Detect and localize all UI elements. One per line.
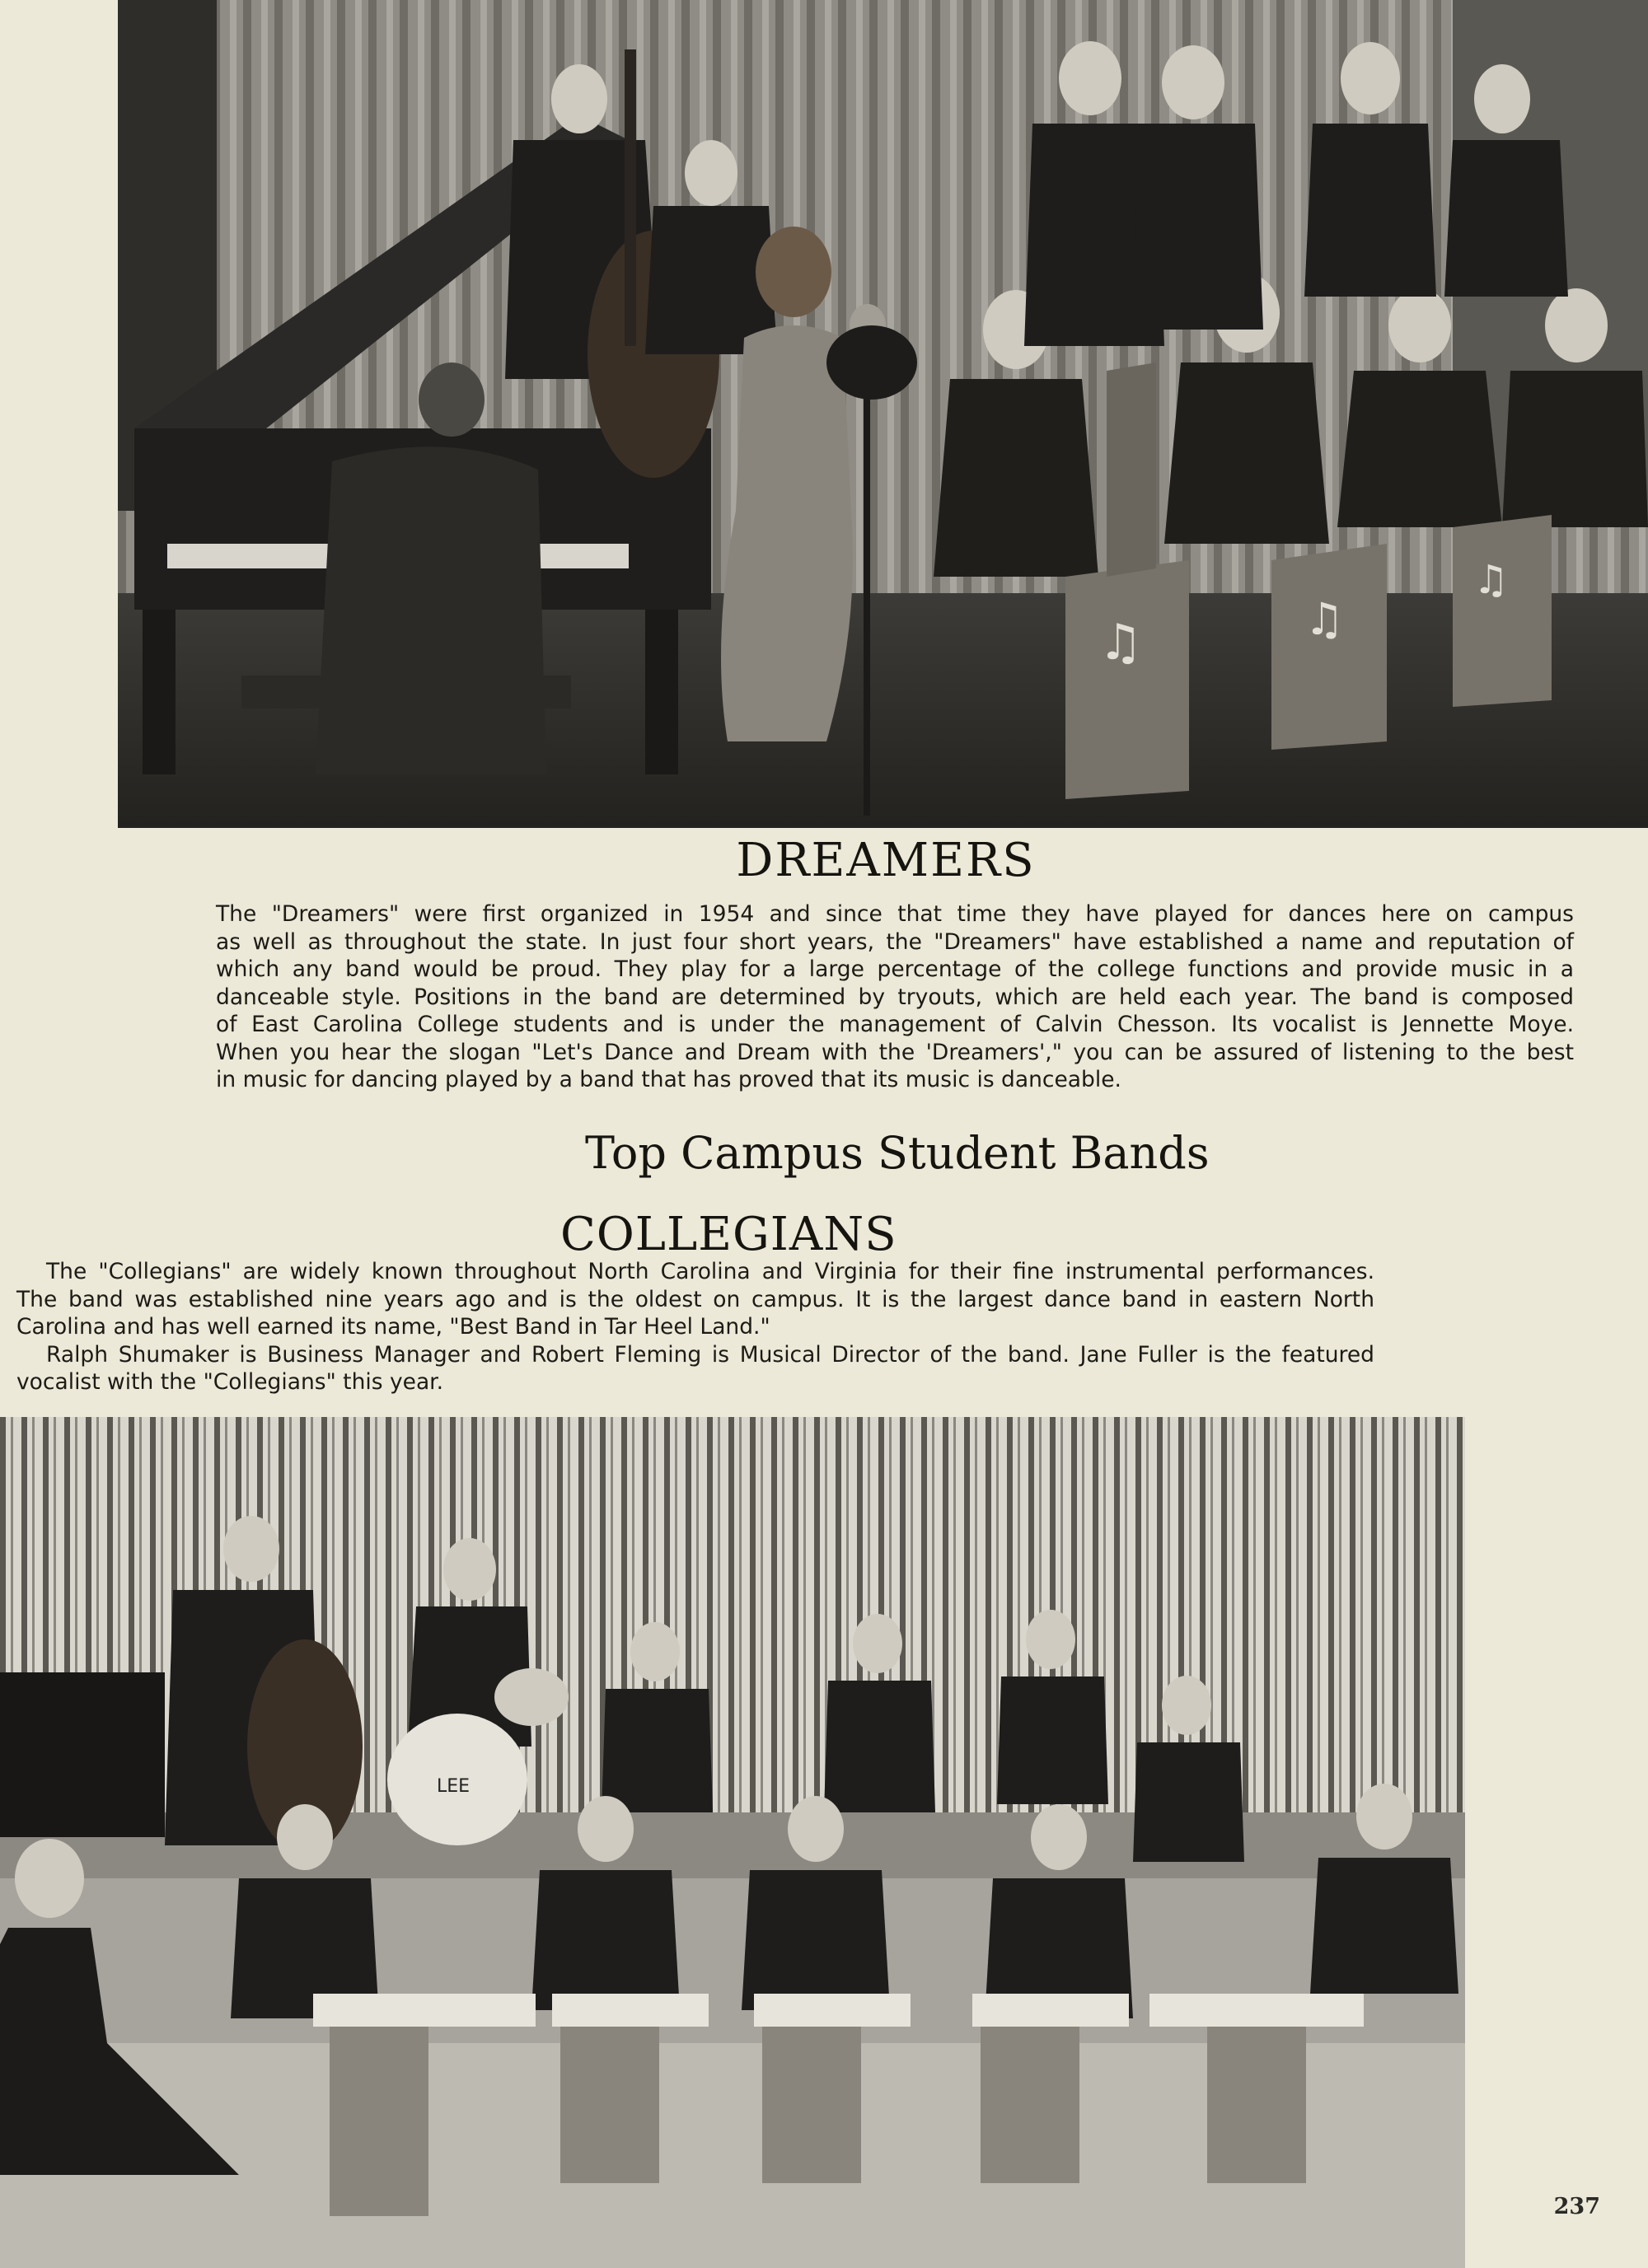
dreamers-line: which any band would be proud. They play for a large percentage of the college functions and provide music in a [216,956,1574,982]
svg-text:♫: ♫ [1098,614,1143,671]
section-title: Top Campus Student Bands [585,1127,1210,1179]
svg-text:♫: ♫ [1473,557,1510,603]
collegians-line: The "Collegians" are widely known throughout North Carolina and Virginia for their fine instrumental performances. [46,1259,1374,1284]
collegians-line: Carolina and has well earned its name, "Best Band in Tar Heel Land." [16,1314,770,1340]
collegians-title: COLLEGIANS [560,1208,897,1261]
page-number: 237 [1553,2194,1600,2219]
dreamers-line: of East Carolina College students and is under the management of Calvin Chesson. Its vocalist is Jennette Moye. [216,1012,1574,1037]
dreamers-paragraph [216,900,1574,1094]
drum-head-label: LEE [437,1776,471,1797]
collegians-paragraph [16,1258,1374,1396]
collegians-line: Ralph Shumaker is Business Manager and Robert Fleming is Musical Director of the band. Jane Fuller is the featured [46,1341,1374,1368]
dreamers-line: in music for dancing played by a band that has proved that its music is danceable. [216,1067,1121,1092]
dreamers-title: DREAMERS [736,834,1036,887]
dreamers-line: The "Dreamers" were first organized in 1954 and since that time they have played for dances here on campus [216,901,1574,927]
collegians-line: The band was established nine years ago and is the oldest on campus. It is the largest dance band in eastern North [16,1286,1374,1312]
collegians-band-photo [0,1417,1465,2268]
dreamers-band-photo [118,0,1648,828]
dreamers-line: When you hear the slogan "Let's Dance and Dream with the 'Dreamers'," you can be assured of listening to the best [216,1039,1574,1065]
svg-text:♫: ♫ [1304,593,1345,645]
collegians-line: vocalist with the "Collegians" this year. [16,1369,444,1395]
dreamers-line: as well as throughout the state. In just four short years, the "Dreamers" have established a name and reputation of [216,928,1574,955]
dreamers-line: danceable style. Positions in the band are determined by tryouts, which are held each year. The band is composed [216,984,1574,1010]
